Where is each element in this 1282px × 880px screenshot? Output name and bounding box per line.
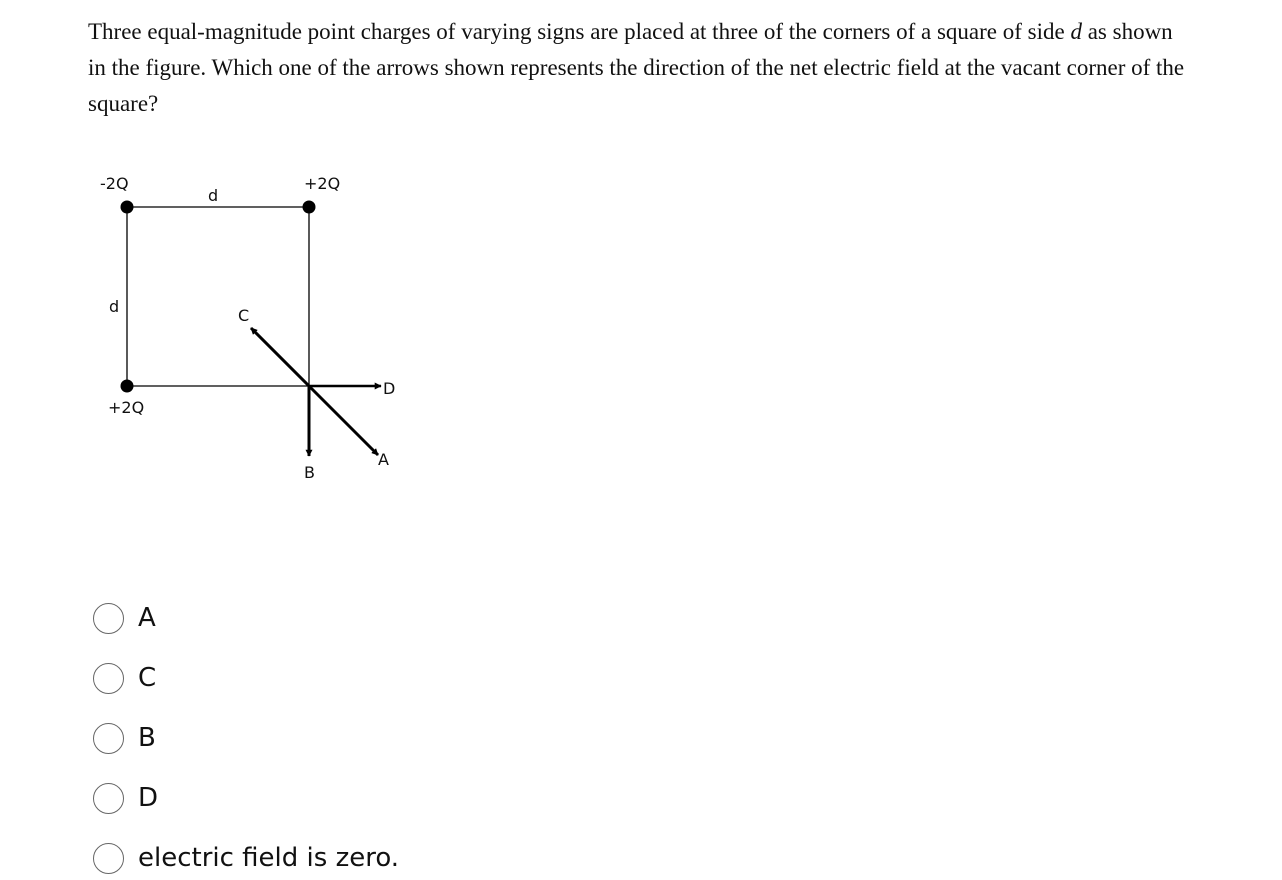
charge-label-top-right: +2Q: [304, 174, 341, 193]
radio-button[interactable]: [93, 723, 124, 754]
charge-dot-top-left: [121, 201, 134, 214]
option-label: A: [138, 603, 156, 633]
option-label: D: [138, 783, 159, 813]
side-variable: d: [1070, 19, 1082, 44]
answer-options: [93, 588, 399, 880]
question-text-part2: as shown in the figure. Which one of the arrows shown represents the direction of the net electric field at the vacant corner of the square?: [88, 19, 1185, 116]
option-a[interactable]: [93, 588, 399, 648]
radio-button[interactable]: [93, 663, 124, 694]
question-text-part1: Three equal-magnitude point charges of varying signs are placed at three of the corners of a square of side: [88, 19, 1071, 44]
arrow-a-diagonal: [309, 386, 378, 455]
option-label: electric field is zero.: [138, 843, 400, 873]
charge-label-top-left: -2Q: [100, 174, 129, 193]
side-label-top: d: [208, 186, 219, 205]
option-c[interactable]: [93, 648, 399, 708]
arrow-c-diagonal: [251, 328, 309, 386]
option-b[interactable]: [93, 708, 399, 768]
arrow-label-c: C: [238, 306, 250, 325]
option-label: C: [138, 663, 157, 693]
radio-button[interactable]: [93, 843, 124, 874]
option-d[interactable]: [93, 768, 399, 828]
radio-button[interactable]: [93, 783, 124, 814]
charge-label-bottom-left: +2Q: [108, 398, 145, 417]
option-label: B: [138, 723, 156, 753]
charge-dot-top-right: [303, 201, 316, 214]
radio-button[interactable]: [93, 603, 124, 634]
option-zero-field[interactable]: [93, 828, 399, 880]
arrow-label-b: B: [304, 463, 315, 482]
charge-square-figure: [0, 0, 460, 500]
side-label-left: d: [109, 297, 120, 316]
arrow-label-a: A: [378, 450, 389, 469]
charge-dot-bottom-left: [121, 380, 134, 393]
arrow-label-d: D: [383, 379, 396, 398]
